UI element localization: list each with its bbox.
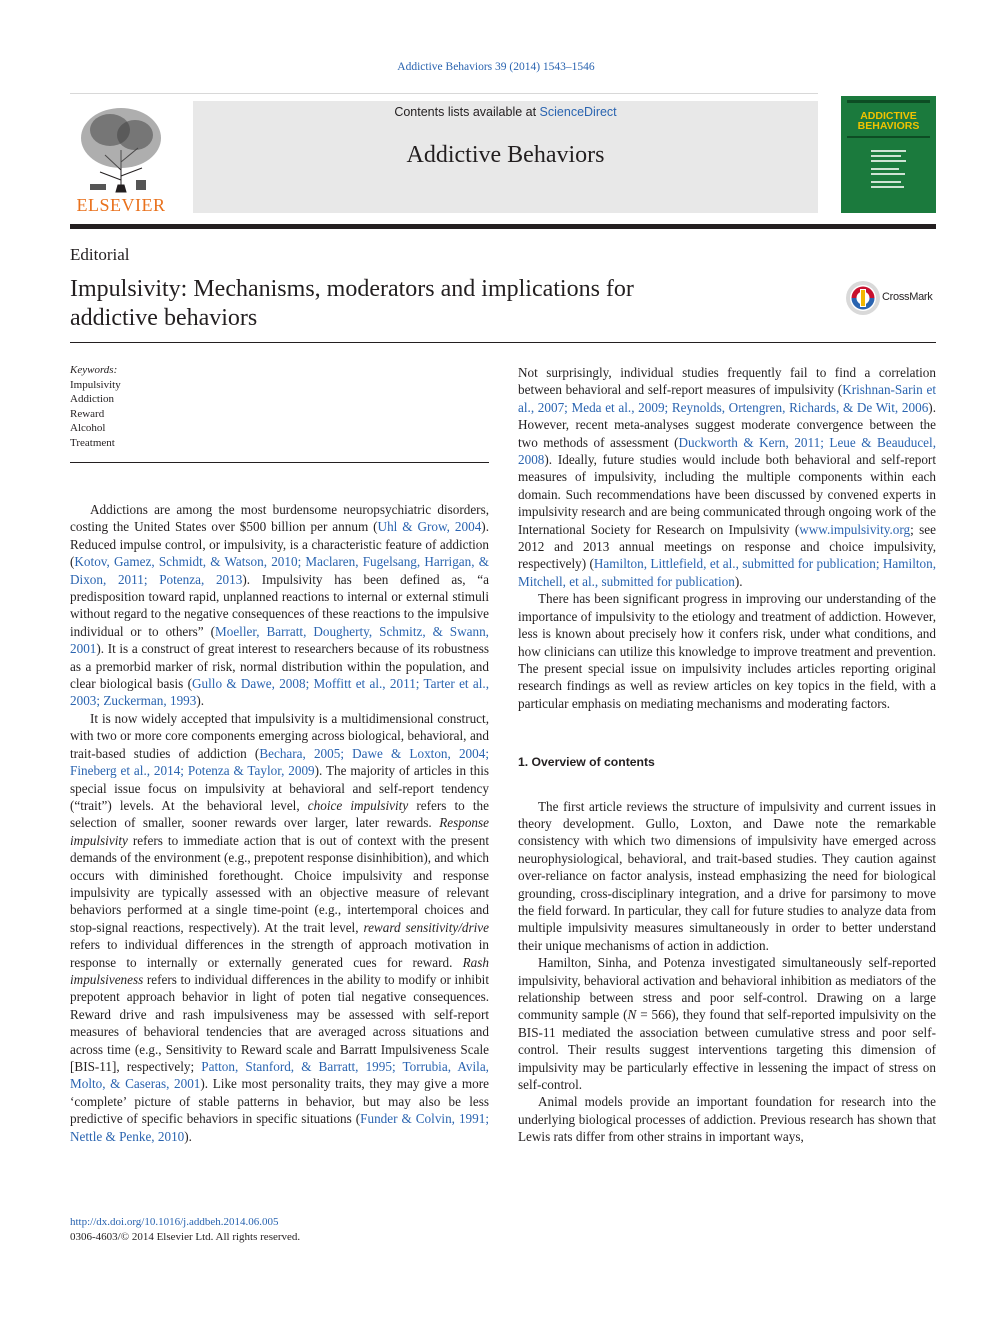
body-paragraph: The first article reviews the structure of impulsivity and current issues in theory development. Gullo, Loxton, and Dawe note the remarkable consistency with which two dimensions of impulsivity have emerged across neurophysiological, behavioral, and trait-based studies. They caution against over-reliance on factor analysis, instead emphasizing the need for biological grounding, cross-disciplinary integration, and a drive for parsimony to move the field forward. In particular, they call for future studies to analyze data from multiple impulsivity measures simultaneously in order to better understand their unique mechanisms of action in addiction. — [518, 798, 936, 953]
citation-link[interactable]: Duckworth & Kern, 2011; Leue & Beauducel, 2008 — [518, 434, 936, 468]
body-paragraph: Addictions are among the most burdensome neuropsychiatric disorders, costing the United States over $500 billion per annum (Uhl & Grow, 2004). Reduced impulse control, or impulsivity, is a characteristic feature of addiction (Kotov, Gamez, Schmidt, & Watson, 2010; Maclaren, Fugelsang, Harrigan, & Dixon, 2011; Potenza, 2013). Impulsivity has been defined as, “a predisposition toward rapid, unplanned reactions to internal or external stimuli without regard to the negative consequences of these reactions to the impulsive individual or to others” (Moeller, Barratt, Dougherty, Schmitz, & Swann, 2001). It is a construct of great interest to researchers because of its robustness as a premorbid marker of risk, normal distribution within the population, and clear biological basis (Gullo & Dawe, 2008; Moffitt et al., 2011; Tarter et al., 2003; Zuckerman, 1993). — [70, 502, 489, 709]
contents-prefix: Contents lists available at — [394, 105, 540, 119]
citation-link[interactable]: Hamilton, Littlefield, et al., submitted for publication; Hamilton, Mitchell, et al., submitted for publication — [518, 556, 937, 589]
right-column-text — [518, 364, 936, 1146]
body-paragraph: Not surprisingly, individual studies frequently fail to find a correlation between behavioral and self-report measures of impulsivity (Krishnan-Sarin et al., 2007; Meda et al., 2009; Reynolds, Ortengren, Richards, & De Wit, 2006). However, recent meta-analyses suggest moderate convergence between the two methods of assessment (Duckworth & Kern, 2011; Leue & Beauducel, 2008). Ideally, future studies would include both behavioral and self-report measures of impulsivity, including the multiple components within each domain. Such recommendations have been discussed by convened experts in impulsivity research and are being communicated through ongoing work of the International Society for Research on Impulsivity (www.impulsivity.org; see 2012 and 2013 annual meetings on response and choice impulsivity, respectively) (Hamilton, Littlefield, et al., submitted for publication; Hamilton, Mitchell, et al., submitted for publication). — [518, 365, 937, 589]
doi-link[interactable]: http://dx.doi.org/10.1016/j.addbeh.2014.06.005 — [70, 1216, 279, 1228]
crossmark-label[interactable]: CrossMark — [882, 291, 933, 303]
elsevier-wordmark: ELSEVIER — [76, 195, 166, 215]
body-paragraph: Animal models provide an important foundation for research into the underlying biological processes of addiction. Previous research has shown that Lewis rats differ from other strains in important ways, — [518, 1094, 936, 1145]
masthead-thick-rule — [70, 224, 936, 229]
footer — [70, 1215, 300, 1245]
body-paragraph: There has been significant progress in improving our understanding of the importance of impulsivity to the etiology and treatment of addiction. However, less is known about precisely how it confers risk, under what conditions, and how clinicians can utilize this knowledge to improve treatment and prevention. The present special issue on impulsivity includes articles reporting original research findings as well as review articles on key topics in the field, with a particular emphasis on mediating mechanisms and moderating factors. — [518, 591, 936, 711]
keyword-item: Reward — [70, 407, 105, 420]
citation-link[interactable]: Funder & Colvin, 1991; Nettle & Penke, 2010 — [70, 1111, 489, 1144]
masthead-top-rule — [70, 93, 818, 94]
copyright-line: 0306-4603/© 2014 Elsevier Ltd. All rights reserved. — [70, 1231, 301, 1243]
body-paragraph: It is now widely accepted that impulsivity is a multidimensional construct, with two or more core components emerging across biological, behavioral, and trait-based studies of addiction (Bechara, 2005; Dawe & Loxton, 2004; Fineberg et al., 2014; Potenza & Taylor, 2009). The majority of articles in this special issue focus on impulsivity at behavioral and self-report tendency (“trait”) levels. At the behavioral level, choice impulsivity refers to the selection of smaller, sooner rewards over larger, later rewards. Response impulsivity refers to immediate action that is out of context with the present demands of the environment (e.g., prepotent response disinhibition), and which occurs with diminished forethought. Choice impulsivity and response impulsivity are typically assessed with an objective measure of relevant behaviors performed at a single time-point (e.g., intertemporal choices and stop-signal reactions, respectively). At the trait level, reward sensitivity/drive refers to individual differences in the strength of approach motivation in response to internally or externally generated cues for reward. Rash impulsiveness refers to individual differences in the ability to modify or inhibit prepotent approach behavior in light of poten tial negative consequences. Reward drive and rash impulsiveness may be assessed with self-report measures of behavioral tendencies that are averaged across situations and across time (e.g., Sensitivity to Reward scale and Barratt Impulsiveness Scale [BIS-11], respectively; Patton, Stanford, & Barratt, 1995; Torrubia, Avila, Moltо, & Caseras, 2001). Like most personality traits, they may give a more ‘complete’ picture of stable patterns in behavior, but may also be less predictive of specific behaviors in specific situations (Funder & Colvin, 1991; Nettle & Penke, 2010). — [70, 710, 490, 1144]
article-title: Impulsivity: Mechanisms, moderators and implications for addictive behaviors — [70, 276, 634, 331]
citation-link[interactable]: Krishnan-Sarin et al., 2007; Meda et al., 2009; Reynolds, Ortengren, Richards, & De Wit, 2006 — [518, 382, 937, 415]
crossmark-icon[interactable] — [845, 280, 881, 316]
website-link[interactable]: www.impulsivity.org — [799, 521, 911, 537]
journal-reference[interactable]: Addictive Behaviors 39 (2014) 1543–1546 — [397, 61, 595, 73]
body-paragraph: Hamilton, Sinha, and Potenza investigated simultaneously self-reported impulsivity, behavioral activation and behavioral inhibition as mediators of the relationship between stress and poor self-control. Drawing on a large community sample (N = 566), they found that self-reported impulsivity on the BIS-11 mediated the association between cumulative stress and poor self-control. Their results suggest interventions targeting this dimension of impulsivity may be particularly effective in lessening the impact of stress on self-control. — [518, 955, 936, 1093]
citation-link[interactable]: Patton, Stanford, & Barratt, 1995; Torrubia, Avila, Moltо, & Caseras, 2001 — [70, 1059, 489, 1092]
keyword-item: Alcohol — [70, 422, 106, 434]
keyword-item: Treatment — [70, 436, 115, 449]
title-rule — [70, 342, 936, 343]
keyword-item: Impulsivity — [70, 378, 121, 391]
keywords-block — [70, 363, 121, 450]
keywords-label: Keywords: — [70, 364, 118, 376]
keyword-item: Addiction — [70, 393, 114, 405]
citation-link[interactable]: Moeller, Barratt, Dougherty, Schmitz, & Swann, 2001 — [70, 623, 489, 657]
cover-title: ADDICTIVE BEHAVIORS — [857, 110, 920, 132]
sciencedirect-link[interactable]: ScienceDirect — [539, 105, 617, 119]
journal-title[interactable]: Addictive Behaviors — [406, 142, 605, 168]
section-heading: 1. Overview of contents — [518, 755, 655, 770]
article-section-type: Editorial — [70, 245, 130, 264]
citation-link[interactable]: Kotov, Gamez, Schmidt, & Watson, 2010; Maclaren, Fugelsang, Harrigan, & Dixon, 2011; Potenza, 2013 — [70, 554, 489, 587]
keywords-rule — [70, 462, 489, 463]
citation-link[interactable]: Gullo & Dawe, 2008; Moffitt et al., 2011; Tarter et al., 2003; Zuckerman, 1993 — [70, 676, 489, 709]
contents-available-line — [193, 105, 818, 119]
citation-link[interactable]: Uhl & Grow, 2004 — [377, 519, 482, 535]
left-column-text — [70, 501, 489, 1145]
citation-link[interactable]: Bechara, 2005; Dawe & Loxton, 2004; Fineberg et al., 2014; Potenza & Taylor, 2009 — [70, 745, 489, 779]
